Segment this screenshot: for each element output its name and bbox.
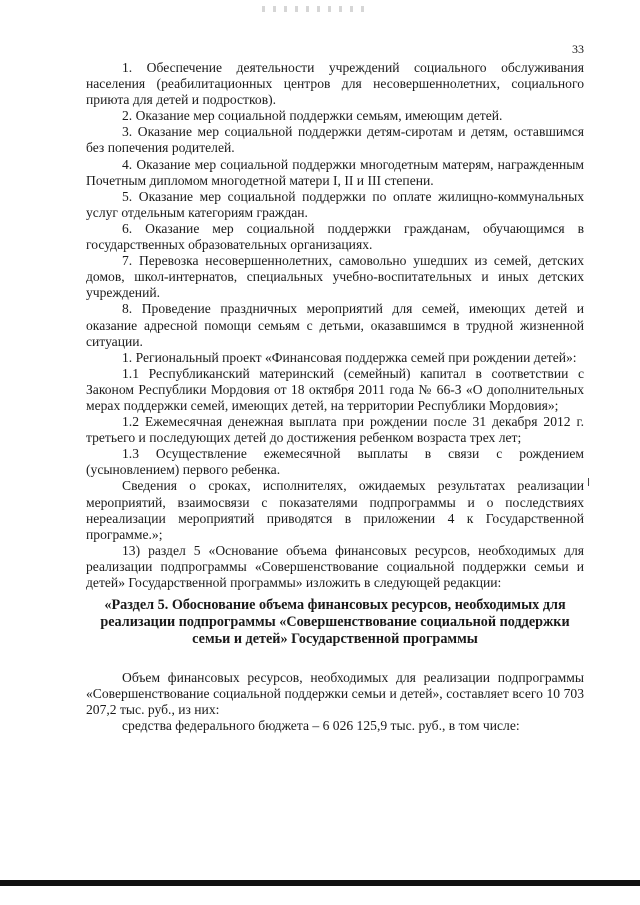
paragraph: 6. Оказание мер социальной поддержки гражданам, обучающимся в государственных образовательных организациях. — [86, 220, 584, 253]
paragraph: 1. Обеспечение деятельности учреждений социального обслуживания населения (реабилитационных центров для несовершеннолетних, социального приюта для детей и подростков). — [86, 60, 584, 108]
paragraph: 1.3 Осуществление ежемесячной выплаты в связи с рождением (усыновлением) первого ребенка. — [86, 446, 584, 478]
page-number: 33 — [572, 42, 584, 56]
paragraph: 1.2 Ежемесячная денежная выплата при рождении после 31 декабря 2012 г. третьего и последующих детей до достижения ребенком возраста трех лет; — [86, 414, 584, 446]
paragraph: 2. Оказание мер социальной поддержки семьям, имеющим детей. — [122, 108, 503, 124]
paragraph: 1.1 Республиканский материнский (семейный) капитал в соответствии с Законом Республики Мордовия от 18 октября 2011 года № 66-З «О дополнительных мерах поддержки семей, имеющих детей, на территории Республики Мордовия»; — [86, 365, 584, 413]
section-title: «Раздел 5. Обоснование объема финансовых ресурсов, необходимых для реализации подпрограммы «Совершенствование социальной поддержки семьи и детей» Государственной программы — [100, 597, 570, 648]
paragraph: Сведения о сроках, исполнителях, ожидаемых результатах реализации мероприятий, взаимосвязи с показателями подпрограммы и о последствиях нереализации мероприятий приводятся в приложении 4 к Государственной программе.»; — [86, 478, 584, 542]
paragraph: 7. Перевозка несовершеннолетних, самовольно ушедших из семей, детских домов, школ-интернатов, специальных учебно-воспитательных и иных детских учреждений. — [86, 253, 584, 301]
document-body — [86, 60, 584, 734]
paragraph: 13) раздел 5 «Основание объема финансовых ресурсов, необходимых для реализации подпрограммы «Совершенствование социальной поддержки семьи и детей» Государственной программы» изложить в следующей редакции: — [86, 542, 584, 590]
paragraph: 4. Оказание мер социальной поддержки многодетным матерям, награжденным Почетным дипломом многодетной матери I, II и III степени. — [86, 156, 584, 188]
paragraph: Объем финансовых ресурсов, необходимых для реализации подпрограммы «Совершенствование социальной поддержки семьи и детей», составляет всего 10 703 207,2 тыс. руб., из них: — [86, 670, 584, 718]
paragraph: 1. Региональный проект «Финансовая поддержка семей при рождении детей»: — [122, 349, 577, 365]
scan-edge-bar — [0, 880, 640, 886]
paragraph: средства федерального бюджета – 6 026 125,9 тыс. руб., в том числе: — [122, 718, 520, 734]
paragraph: 8. Проведение праздничных мероприятий для семей, имеющих детей и оказание адресной помощи семьям с детьми, оказавшимся в трудной жизненной ситуации. — [86, 301, 584, 349]
scan-artifact — [588, 478, 589, 486]
paragraph: 5. Оказание мер социальной поддержки по оплате жилищно-коммунальных услуг отдельным категориям граждан. — [86, 188, 584, 220]
scan-artifact — [262, 6, 372, 12]
paragraph: 3. Оказание мер социальной поддержки детям-сиротам и детям, оставшимся без попечения родителей. — [86, 124, 584, 156]
